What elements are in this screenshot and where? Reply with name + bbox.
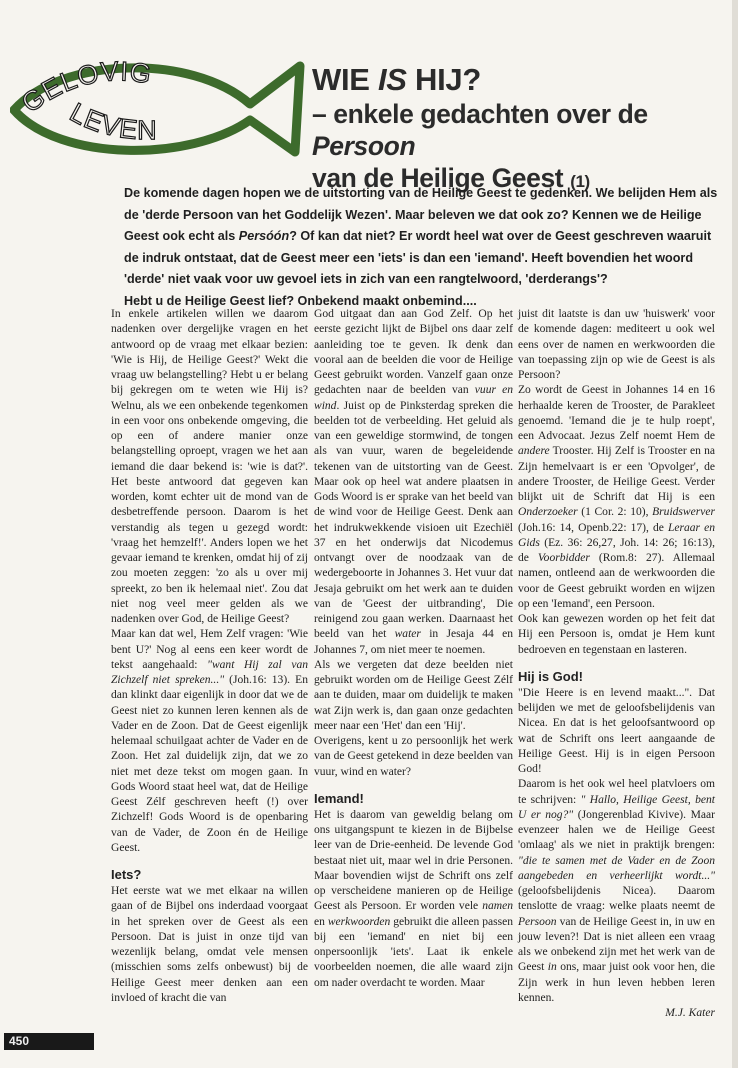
article-title	[312, 62, 732, 198]
col3-paragraph-4: "Die Heere is en levend maakt...". Dat belijden we met de geloofsbelijdenis van Nicea. En dat is het geloofsantwoord op wat de Schrift ons leert aangaande de Heilige Geest. Hij is in eigen Persoon God!	[518, 686, 715, 775]
col3-paragraph-1: juist dit laatste is dan uw 'huiswerk' voor de komende dagen: mediteert u ook wel eens over de namen en werkwoorden die van toepassing zijn op wie de Geest is als Persoon?	[518, 308, 715, 381]
col2-paragraph-1: God uitgaat dan aan God Zelf. Op het eerste gezicht lijkt de Bijbel ons daar zelf aanleiding toe te geven. Ik denk dan vooral aan de beelden die voor de Heilige Geest gebruikt worden. Vanzelf gaan onze gedachten naar de beelden van vuur en wind. Juist op de Pinksterdag spreken die beelden tot de verbeelding. Het geluid als van een geweldige stormwind, de tongen als van vuur, waren de begeleidende tekenen van de uitstorting van de Geest. Maar ook op heel wat andere plaatsen in Gods Woord is er sprake van het beeld van de wind voor de Heilige Geest. Denk aan het indrukwekkende visioen uit Ezechiël 37 en het onderwijs dat Nicodemus ontvangt over de noodzaak van de wedergeboorte in Johannes 3. Het vuur dat Jesaja gebruikt om het werk aan te duiden van de 'Geest der uitbranding', Die reinigend zou gaan werken. Daarnaast het beeld van het water in Jesaja 44 en Johannes 7, om niet meer te noemen.	[314, 308, 514, 656]
heading-iets: Iets?	[111, 867, 142, 882]
col2-paragraph-2: Als we vergeten dat deze beelden niet gebruikt worden om de Heilige Geest Zélf aan te duiden, maar om duidelijk te maken wat Zijn werk is, dan gaan onze gedachten meer naar een 'Het' dan een 'Hij'.	[314, 658, 513, 732]
col1-paragraph-1: In enkele artikelen willen we daarom nadenken over dergelijke vragen en het antwoord op de vraag met elkaar bezien: 'Wie is Hij, de Heilige Geest?' Wekt die vraag uw belangstelling? Hebt u er belang bij gekregen om te weten wie Hij is? Welnu, als we een onbekende tegenkomen in een voor ons onbekende omgeving, die op een of andere manier onze belangstelling oproept, vragen we het aan iemand die daar bekend is: 'wie is dat?'. Het beste antwoord dat gegeven kan worden, komt echter uit de mond van de desbetreffende persoon. Daarom is het verstandig als tegen u gezegd wordt: 'vraag het hemzelf!'. Anders lopen we het gevaar iemand te krenken, omdat hij of zij zou moeten zeggen: 'zo als u over mij spreekt, zo ben ik helemaal niet'. Zou dat niet nog veel meer gelden als we nadenken over God, de Heilige Geest?	[111, 308, 308, 625]
col1-paragraph-3: Het eerste wat we met elkaar na willen gaan of de Bijbel ons inderdaad voorgaat in het spreken over de Geest als een Persoon. Dat is juist in onze tijd van wezenlijk belang, omdat vele mensen (misschien soms zelfs onbewust) bij de Heilige Geest meer denken aan een invloed of kracht die van	[111, 885, 308, 1004]
title-line-3: van de Heilige Geest (1)	[312, 163, 590, 193]
article-intro	[124, 183, 724, 312]
author-signature: M.J. Kater	[665, 1007, 715, 1019]
logo-word-gelovig: GELOVIG	[16, 56, 155, 119]
page-edge	[732, 0, 738, 1068]
col2-paragraph-3: Overigens, kent u zo persoonlijk het werk van de Geest getekend in deze beelden van vuur, wind en water?	[314, 735, 513, 778]
column-3	[518, 307, 715, 1021]
column-1	[111, 307, 308, 1006]
col3-paragraph-5: Daarom is het ook wel heel platvloers om te schrijven: " Hallo, Heilige Geest, bent U er nog?" (Jongerenblad Kivive). Maar evenzeer halen we de Heilige Geest 'omlaag' als we niet in praktijk brengen: "die te samen met de Vader en de Zoon aangebeden en verheerlijkt wordt..." (geloofsbelijdenis Nicea). Daarom tenslotte de vraag: welke plaats neemt de Persoon van de Heilige Geest in, in uw en jouw leven?! Dat is niet alleen een vraag als we onbekend zijn met het werk van de Geest in ons, maar juist ook voor hen, die Zijn werk in hun leven hebben leren kennen.	[518, 778, 715, 1004]
col2-paragraph-4: Het is daarom van geweldig belang om ons uitgangspunt te kiezen in de Bijbelse leer van de Drie-eenheid. De levende God bestaat niet uit, maar wel in drie Personen. Maar bovendien wijst de Schrift ons zelf op verscheidene manieren op de Heilige Geest als Persoon. Er worden vele namen en werkwoorden gebruikt die alleen passen bij een 'iemand' en niet bij een onpersoonlijk 'iets'. Laat ik enkele voorbeelden noemen, die alle waard zijn om nader overdacht te worden. Maar	[314, 808, 513, 989]
page-number: 450	[9, 1034, 30, 1048]
heading-hij-is-god: Hij is God!	[518, 668, 583, 684]
intro-paragraph: De komende dagen hopen we de uitstorting van de Heilige Geest te gedenken. We belijden Hem als de 'derde Persoon van het Goddelijk Wezen'. Maar beleven we dat ook zo? Kennen we de Heilige Geest ook echt als Persóón? Of kan dat niet? Er wordt heel wat over de Geest geschreven waaruit de indruk ontstaat, dat de Geest meer een 'iets' is dan een 'iemand'. Heeft bovendien het woord 'derde' niet vaak voor uw gevoel iets in zich van een rangtelwoord, 'derderangs'?	[124, 186, 718, 286]
gelovig-leven-logo	[10, 52, 310, 164]
heading-iemand: Iemand!	[314, 790, 364, 806]
intro-closing-line: Hebt u de Heilige Geest lief? Onbekend maakt onbemind....	[124, 293, 477, 308]
col3-paragraph-3: Ook kan gewezen worden op het feit dat Hij een Persoon is, omdat je Hem kunt bedroeven en tegenstaan en lasteren.	[518, 613, 715, 656]
col1-paragraph-2: Maar kan dat wel, Hem Zelf vragen: 'Wie bent U?' Nog al eens een keer wordt de tekst aangehaald: "want Hij zal van Zichzelf niet spreken..." (Joh.16: 13). En dan klinkt daar eigenlijk in door dat we de Geest niet zo kunnen leren kennen als de Vader en de Zoon. Dat de Geest eigenlijk helemaal schuilgaat achter de Vader en de Zoon. Het zal duidelijk zijn, dat we zo niet met deze tekst om mogen gaan. In Gods Woord staat heel wat, dat de Heilige Geest Zélf geschreven heeft (!) over Zichzelf! Gods Woord is de openbaring van de Vader, de Zoon én de Heilige Geest.	[111, 628, 309, 854]
column-2	[314, 307, 513, 991]
col3-paragraph-2: Zo wordt de Geest in Johannes 14 en 16 herhaalde keren de Trooster, de Parakleet genoemd. 'Iemand die je te hulp roept', een Advocaat. Jezus Zelf noemt Hem de andere Trooster. Hij Zelf is Trooster en na Zijn hemelvaart is er een 'Opvolger', de andere Trooster, de Heilige Geest. Verder blijkt uit de Schrift dat Hij is een Onderzoeker (1 Cor. 2: 10), Bruidswerver (Joh.16: 14, Openb.22: 17), de Leraar en Gids (Ez. 36: 26,27, Joh. 14: 26; 16:13), de Voorbidder (Rom.8: 27). Allemaal namen, ontleend aan de werkwoorden die voor de Geest gebruikt worden en wijzen op een 'Iemand', een Persoon.	[518, 384, 715, 610]
title-line-2: – enkele gedachten over de Persoon	[312, 99, 648, 161]
logo-word-leven: LEVEN	[65, 97, 158, 146]
title-line-1: WIE IS HIJ?	[312, 62, 481, 97]
